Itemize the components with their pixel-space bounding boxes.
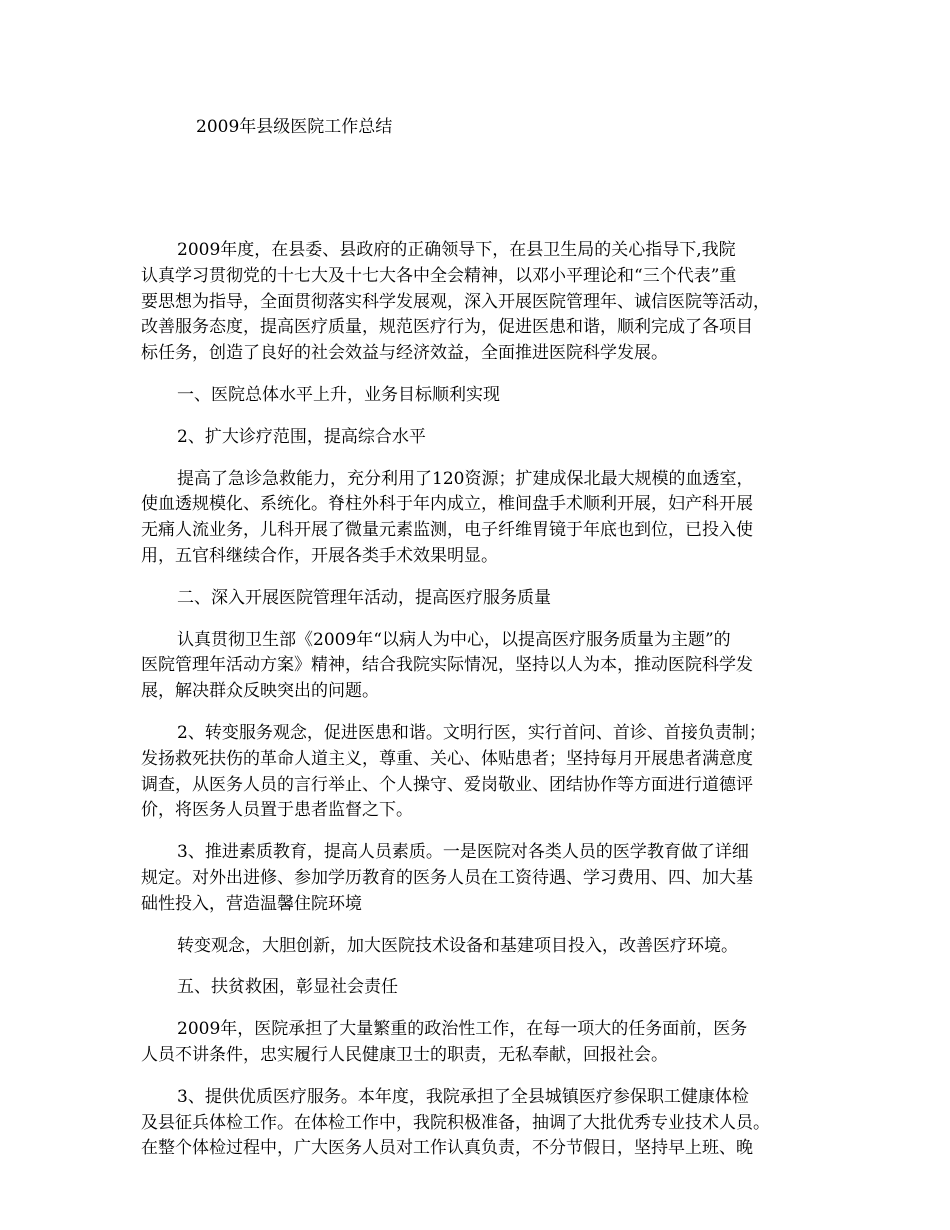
paragraph-line: 3、提供优质医疗服务。本年度，我院承担了全县城镇医疗参保职工健康体检 [177, 1086, 749, 1107]
paragraph [141, 1017, 817, 1069]
paragraph-line: 认真学习贯彻党的十七大及十七大各中全会精神，以邓小平理论和“三个代表”重 [141, 265, 737, 286]
paragraph [141, 1085, 817, 1162]
paragraph-line: 发扬救死扶伤的革命人道主义，尊重、关心、体贴患者；坚持每月开展患者满意度 [141, 748, 753, 769]
paragraph [141, 934, 817, 960]
paragraph-line: 规定。对外出进修、参加学历教育的医务人员在工资待遇、学习费用、四、加大基 [141, 867, 753, 888]
paragraph [141, 721, 817, 824]
paragraph [141, 840, 817, 917]
paragraph-line: 改善服务态度，提高医疗质量，规范医疗行为，促进医患和谐，顺利完成了各项目 [141, 317, 753, 338]
paragraph-line: 调查，从医务人员的言行举止、个人操守、爱岗敬业、团结协作等方面进行道德评 [141, 774, 753, 795]
subsection-heading [141, 425, 817, 451]
paragraph-line: 展，解决群众反映突出的问题。 [141, 681, 379, 702]
paragraph-line: 人员不讲条件，忠实履行人民健康卫士的职责，无私奉献，回报社会。 [141, 1044, 668, 1065]
paragraph-line: 2、扩大诊疗范围，提高综合水平 [177, 426, 426, 447]
paragraph-line: 提高了急诊急救能力，充分利用了120资源；扩建成保北最大规模的血透室， [177, 468, 754, 489]
paragraph-line: 标任务，创造了良好的社会效益与经济效益，全面推进医院科学发展。 [141, 343, 668, 364]
paragraph-line: 一、医院总体水平上升，业务目标顺利实现 [177, 384, 500, 405]
section-heading [141, 383, 817, 409]
section-heading [141, 586, 817, 612]
paragraph-line: 础性投入，营造温馨住院环境 [141, 893, 362, 914]
document-body [141, 238, 817, 1162]
section-heading [141, 975, 817, 1001]
document-title: 2009年县级医院工作总结 [196, 117, 393, 137]
paragraph-line: 2009年度，在县委、县政府的正确领导下，在县卫生局的关心指导下,我院 [177, 240, 736, 260]
paragraph-line: 转变观念，大胆创新，加大医院技术设备和基建项目投入，改善医疗环境。 [177, 935, 738, 956]
paragraph-line: 3、推进素质教育，提高人员素质。一是医院对各类人员的医学教育做了详细 [177, 842, 749, 863]
paragraph-line: 医院管理年活动方案》精神，结合我院实际情况，坚持以人为本，推动医院科学发 [141, 655, 753, 676]
paragraph [141, 238, 817, 367]
paragraph-line: 2009年，医院承担了大量繁重的政治性工作，在每一项大的任务面前，医务 [177, 1019, 748, 1040]
paragraph [141, 467, 817, 570]
paragraph-line: 用，五官科继续合作，开展各类手术效果明显。 [141, 545, 498, 566]
paragraph [141, 628, 817, 705]
paragraph-line: 使血透规模化、系统化。脊柱外科于年内成立，椎间盘手术顺利开展，妇产科开展 [141, 494, 753, 515]
paragraph-line: 2、转变服务观念，促进医患和谐。文明行医，实行首问、首诊、首接负责制； [177, 722, 766, 743]
paragraph-line: 价，将医务人员置于患者监督之下。 [141, 800, 413, 821]
paragraph-line: 要思想为指导，全面贯彻落实科学发展观，深入开展医院管理年、诚信医院等活动， [141, 291, 770, 312]
paragraph-line: 认真贯彻卫生部《2009年“以病人为中心，以提高医疗服务质量为主题”的 [177, 629, 731, 650]
paragraph-line: 五、扶贫救困，彰显社会责任 [177, 977, 398, 998]
paragraph-line: 及县征兵体检工作。在体检工作中，我院积极准备，抽调了大批优秀专业技术人员。 [141, 1112, 770, 1133]
paragraph-line: 二、深入开展医院管理年活动，提高医疗服务质量 [177, 587, 551, 608]
paragraph-line: 在整个体检过程中，广大医务人员对工作认真负责，不分节假日，坚持早上班、晚 [141, 1138, 753, 1159]
paragraph-line: 无痛人流业务，儿科开展了微量元素监测，电子纤维胃镜于年底也到位，已投入使 [141, 520, 753, 541]
